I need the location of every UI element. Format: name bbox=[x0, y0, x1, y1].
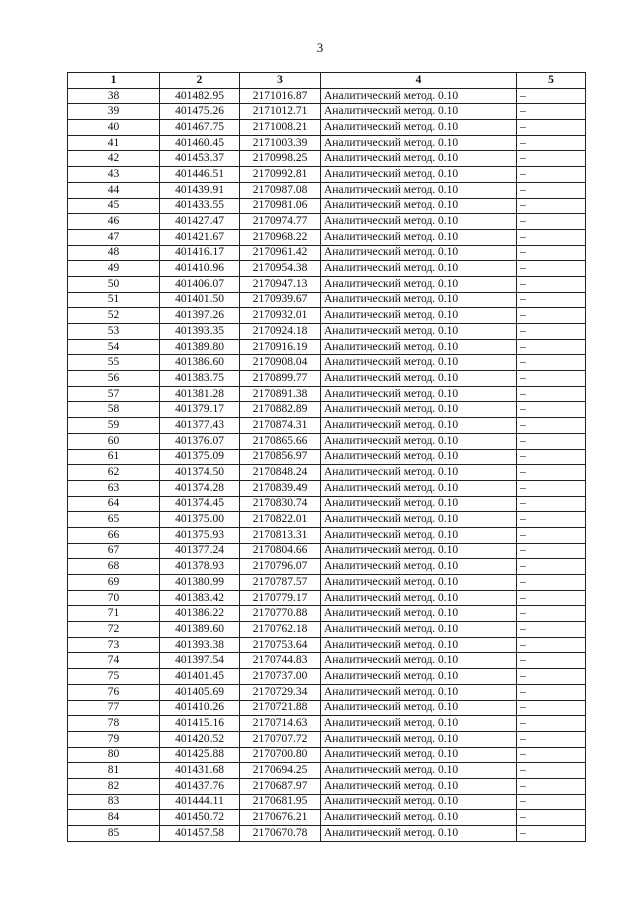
cell-method-accuracy: Аналитический метод. 0.10 bbox=[321, 465, 517, 481]
cell-point-number: 60 bbox=[68, 433, 160, 449]
cell-note: – bbox=[517, 229, 586, 245]
cell-note: – bbox=[517, 622, 586, 638]
cell-note: – bbox=[517, 402, 586, 418]
cell-point-number: 75 bbox=[68, 669, 160, 685]
cell-coordinate-x: 401375.00 bbox=[160, 512, 240, 528]
cell-point-number: 54 bbox=[68, 339, 160, 355]
cell-note: – bbox=[517, 826, 586, 842]
table-body bbox=[68, 88, 586, 841]
cell-note: – bbox=[517, 308, 586, 324]
cell-note: – bbox=[517, 276, 586, 292]
cell-coordinate-y: 2170721.88 bbox=[240, 700, 321, 716]
cell-coordinate-x: 401393.38 bbox=[160, 637, 240, 653]
cell-coordinate-x: 401427.47 bbox=[160, 214, 240, 230]
table-row bbox=[68, 214, 586, 230]
cell-coordinate-x: 401375.93 bbox=[160, 527, 240, 543]
table-row bbox=[68, 606, 586, 622]
cell-point-number: 50 bbox=[68, 276, 160, 292]
table-row bbox=[68, 135, 586, 151]
cell-coordinate-x: 401405.69 bbox=[160, 684, 240, 700]
cell-coordinate-y: 2170796.07 bbox=[240, 559, 321, 575]
cell-coordinate-y: 2170932.01 bbox=[240, 308, 321, 324]
cell-method-accuracy: Аналитический метод. 0.10 bbox=[321, 527, 517, 543]
cell-method-accuracy: Аналитический метод. 0.10 bbox=[321, 716, 517, 732]
cell-note: – bbox=[517, 151, 586, 167]
cell-coordinate-x: 401437.76 bbox=[160, 778, 240, 794]
cell-note: – bbox=[517, 637, 586, 653]
cell-coordinate-x: 401393.35 bbox=[160, 324, 240, 340]
cell-coordinate-x: 401381.28 bbox=[160, 386, 240, 402]
cell-point-number: 79 bbox=[68, 731, 160, 747]
table-row bbox=[68, 386, 586, 402]
cell-point-number: 47 bbox=[68, 229, 160, 245]
table-row bbox=[68, 371, 586, 387]
cell-point-number: 63 bbox=[68, 480, 160, 496]
cell-point-number: 82 bbox=[68, 778, 160, 794]
cell-method-accuracy: Аналитический метод. 0.10 bbox=[321, 214, 517, 230]
cell-note: – bbox=[517, 684, 586, 700]
table-row bbox=[68, 700, 586, 716]
cell-note: – bbox=[517, 496, 586, 512]
cell-point-number: 56 bbox=[68, 371, 160, 387]
cell-method-accuracy: Аналитический метод. 0.10 bbox=[321, 810, 517, 826]
cell-note: – bbox=[517, 261, 586, 277]
header-col-2: 2 bbox=[160, 73, 240, 89]
cell-point-number: 59 bbox=[68, 418, 160, 434]
cell-point-number: 83 bbox=[68, 794, 160, 810]
cell-note: – bbox=[517, 700, 586, 716]
cell-point-number: 81 bbox=[68, 763, 160, 779]
cell-method-accuracy: Аналитический метод. 0.10 bbox=[321, 684, 517, 700]
cell-coordinate-y: 2170998.25 bbox=[240, 151, 321, 167]
cell-point-number: 48 bbox=[68, 245, 160, 261]
cell-coordinate-x: 401383.42 bbox=[160, 590, 240, 606]
cell-method-accuracy: Аналитический метод. 0.10 bbox=[321, 198, 517, 214]
cell-method-accuracy: Аналитический метод. 0.10 bbox=[321, 653, 517, 669]
cell-point-number: 42 bbox=[68, 151, 160, 167]
cell-point-number: 39 bbox=[68, 104, 160, 120]
cell-note: – bbox=[517, 324, 586, 340]
table-row bbox=[68, 465, 586, 481]
cell-method-accuracy: Аналитический метод. 0.10 bbox=[321, 496, 517, 512]
table-row bbox=[68, 826, 586, 842]
table-row bbox=[68, 120, 586, 136]
cell-point-number: 61 bbox=[68, 449, 160, 465]
cell-method-accuracy: Аналитический метод. 0.10 bbox=[321, 88, 517, 104]
cell-point-number: 41 bbox=[68, 135, 160, 151]
table-row bbox=[68, 543, 586, 559]
cell-coordinate-y: 2170865.66 bbox=[240, 433, 321, 449]
cell-point-number: 72 bbox=[68, 622, 160, 638]
cell-note: – bbox=[517, 527, 586, 543]
cell-coordinate-y: 2170947.13 bbox=[240, 276, 321, 292]
table-row bbox=[68, 496, 586, 512]
cell-note: – bbox=[517, 512, 586, 528]
cell-method-accuracy: Аналитический метод. 0.10 bbox=[321, 308, 517, 324]
table-row bbox=[68, 527, 586, 543]
cell-coordinate-y: 2170908.04 bbox=[240, 355, 321, 371]
cell-point-number: 45 bbox=[68, 198, 160, 214]
cell-point-number: 51 bbox=[68, 292, 160, 308]
cell-coordinate-y: 2170744.83 bbox=[240, 653, 321, 669]
cell-method-accuracy: Аналитический метод. 0.10 bbox=[321, 324, 517, 340]
table-row bbox=[68, 559, 586, 575]
table-row bbox=[68, 575, 586, 591]
table-row bbox=[68, 637, 586, 653]
cell-note: – bbox=[517, 104, 586, 120]
cell-note: – bbox=[517, 418, 586, 434]
cell-note: – bbox=[517, 794, 586, 810]
cell-coordinate-y: 2170954.38 bbox=[240, 261, 321, 277]
cell-method-accuracy: Аналитический метод. 0.10 bbox=[321, 637, 517, 653]
cell-note: – bbox=[517, 339, 586, 355]
cell-method-accuracy: Аналитический метод. 0.10 bbox=[321, 543, 517, 559]
cell-method-accuracy: Аналитический метод. 0.10 bbox=[321, 606, 517, 622]
cell-method-accuracy: Аналитический метод. 0.10 bbox=[321, 763, 517, 779]
cell-coordinate-x: 401377.43 bbox=[160, 418, 240, 434]
cell-method-accuracy: Аналитический метод. 0.10 bbox=[321, 418, 517, 434]
cell-coordinate-x: 401410.96 bbox=[160, 261, 240, 277]
table-row bbox=[68, 261, 586, 277]
cell-coordinate-x: 401376.07 bbox=[160, 433, 240, 449]
cell-coordinate-y: 2170974.77 bbox=[240, 214, 321, 230]
cell-note: – bbox=[517, 731, 586, 747]
cell-point-number: 67 bbox=[68, 543, 160, 559]
cell-method-accuracy: Аналитический метод. 0.10 bbox=[321, 433, 517, 449]
cell-coordinate-x: 401375.09 bbox=[160, 449, 240, 465]
cell-method-accuracy: Аналитический метод. 0.10 bbox=[321, 292, 517, 308]
cell-note: – bbox=[517, 371, 586, 387]
cell-point-number: 52 bbox=[68, 308, 160, 324]
cell-coordinate-y: 2170916.19 bbox=[240, 339, 321, 355]
cell-coordinate-x: 401415.16 bbox=[160, 716, 240, 732]
cell-coordinate-x: 401379.17 bbox=[160, 402, 240, 418]
cell-coordinate-y: 2171003.39 bbox=[240, 135, 321, 151]
cell-point-number: 71 bbox=[68, 606, 160, 622]
cell-note: – bbox=[517, 135, 586, 151]
cell-method-accuracy: Аналитический метод. 0.10 bbox=[321, 512, 517, 528]
cell-coordinate-y: 2170981.06 bbox=[240, 198, 321, 214]
cell-coordinate-x: 401386.22 bbox=[160, 606, 240, 622]
cell-point-number: 76 bbox=[68, 684, 160, 700]
table-row bbox=[68, 669, 586, 685]
cell-note: – bbox=[517, 543, 586, 559]
cell-note: – bbox=[517, 606, 586, 622]
cell-coordinate-y: 2170753.64 bbox=[240, 637, 321, 653]
cell-method-accuracy: Аналитический метод. 0.10 bbox=[321, 182, 517, 198]
cell-method-accuracy: Аналитический метод. 0.10 bbox=[321, 355, 517, 371]
table-row bbox=[68, 449, 586, 465]
cell-coordinate-x: 401397.54 bbox=[160, 653, 240, 669]
table-row bbox=[68, 418, 586, 434]
cell-point-number: 65 bbox=[68, 512, 160, 528]
cell-coordinate-y: 2170882.89 bbox=[240, 402, 321, 418]
cell-note: – bbox=[517, 669, 586, 685]
cell-coordinate-x: 401378.93 bbox=[160, 559, 240, 575]
cell-coordinate-x: 401389.80 bbox=[160, 339, 240, 355]
table-row bbox=[68, 653, 586, 669]
cell-point-number: 84 bbox=[68, 810, 160, 826]
cell-coordinate-y: 2171016.87 bbox=[240, 88, 321, 104]
cell-method-accuracy: Аналитический метод. 0.10 bbox=[321, 261, 517, 277]
cell-coordinate-x: 401433.55 bbox=[160, 198, 240, 214]
table-row bbox=[68, 622, 586, 638]
cell-method-accuracy: Аналитический метод. 0.10 bbox=[321, 622, 517, 638]
cell-coordinate-y: 2170992.81 bbox=[240, 167, 321, 183]
cell-coordinate-y: 2171012.71 bbox=[240, 104, 321, 120]
cell-note: – bbox=[517, 810, 586, 826]
cell-coordinate-x: 401401.45 bbox=[160, 669, 240, 685]
cell-point-number: 66 bbox=[68, 527, 160, 543]
cell-point-number: 69 bbox=[68, 575, 160, 591]
table-header-row bbox=[68, 73, 586, 89]
cell-coordinate-y: 2170700.80 bbox=[240, 747, 321, 763]
cell-method-accuracy: Аналитический метод. 0.10 bbox=[321, 229, 517, 245]
cell-coordinate-y: 2170729.34 bbox=[240, 684, 321, 700]
cell-note: – bbox=[517, 433, 586, 449]
cell-note: – bbox=[517, 386, 586, 402]
cell-coordinate-x: 401446.51 bbox=[160, 167, 240, 183]
table-row bbox=[68, 355, 586, 371]
cell-coordinate-x: 401389.60 bbox=[160, 622, 240, 638]
cell-note: – bbox=[517, 355, 586, 371]
table-row bbox=[68, 512, 586, 528]
cell-method-accuracy: Аналитический метод. 0.10 bbox=[321, 245, 517, 261]
cell-coordinate-x: 401374.50 bbox=[160, 465, 240, 481]
cell-coordinate-y: 2170687.97 bbox=[240, 778, 321, 794]
cell-point-number: 43 bbox=[68, 167, 160, 183]
table-row bbox=[68, 433, 586, 449]
cell-point-number: 55 bbox=[68, 355, 160, 371]
cell-method-accuracy: Аналитический метод. 0.10 bbox=[321, 480, 517, 496]
cell-coordinate-y: 2170839.49 bbox=[240, 480, 321, 496]
cell-coordinate-y: 2170804.66 bbox=[240, 543, 321, 559]
table-row bbox=[68, 402, 586, 418]
cell-point-number: 73 bbox=[68, 637, 160, 653]
cell-point-number: 58 bbox=[68, 402, 160, 418]
cell-coordinate-y: 2170770.88 bbox=[240, 606, 321, 622]
cell-point-number: 53 bbox=[68, 324, 160, 340]
cell-method-accuracy: Аналитический метод. 0.10 bbox=[321, 167, 517, 183]
cell-coordinate-x: 401374.28 bbox=[160, 480, 240, 496]
cell-coordinate-y: 2170676.21 bbox=[240, 810, 321, 826]
cell-method-accuracy: Аналитический метод. 0.10 bbox=[321, 135, 517, 151]
table-row bbox=[68, 104, 586, 120]
cell-point-number: 46 bbox=[68, 214, 160, 230]
table-row bbox=[68, 151, 586, 167]
cell-coordinate-y: 2170822.01 bbox=[240, 512, 321, 528]
table-row bbox=[68, 590, 586, 606]
cell-method-accuracy: Аналитический метод. 0.10 bbox=[321, 371, 517, 387]
cell-note: – bbox=[517, 88, 586, 104]
cell-note: – bbox=[517, 292, 586, 308]
table-row bbox=[68, 778, 586, 794]
cell-method-accuracy: Аналитический метод. 0.10 bbox=[321, 747, 517, 763]
cell-coordinate-x: 401383.75 bbox=[160, 371, 240, 387]
cell-coordinate-x: 401450.72 bbox=[160, 810, 240, 826]
table-row bbox=[68, 810, 586, 826]
cell-note: – bbox=[517, 245, 586, 261]
cell-method-accuracy: Аналитический метод. 0.10 bbox=[321, 104, 517, 120]
cell-method-accuracy: Аналитический метод. 0.10 bbox=[321, 339, 517, 355]
cell-coordinate-y: 2170848.24 bbox=[240, 465, 321, 481]
cell-coordinate-x: 401453.37 bbox=[160, 151, 240, 167]
cell-note: – bbox=[517, 480, 586, 496]
cell-note: – bbox=[517, 747, 586, 763]
cell-coordinate-x: 401444.11 bbox=[160, 794, 240, 810]
cell-coordinate-x: 401374.45 bbox=[160, 496, 240, 512]
cell-note: – bbox=[517, 590, 586, 606]
cell-point-number: 44 bbox=[68, 182, 160, 198]
cell-method-accuracy: Аналитический метод. 0.10 bbox=[321, 575, 517, 591]
cell-coordinate-y: 2170987.08 bbox=[240, 182, 321, 198]
table-row bbox=[68, 684, 586, 700]
table-row bbox=[68, 245, 586, 261]
table-row bbox=[68, 794, 586, 810]
cell-coordinate-y: 2170681.95 bbox=[240, 794, 321, 810]
cell-coordinate-x: 401406.07 bbox=[160, 276, 240, 292]
header-col-4: 4 bbox=[321, 73, 517, 89]
cell-note: – bbox=[517, 763, 586, 779]
cell-coordinate-y: 2170762.18 bbox=[240, 622, 321, 638]
cell-coordinate-y: 2170939.67 bbox=[240, 292, 321, 308]
cell-coordinate-y: 2170891.38 bbox=[240, 386, 321, 402]
cell-coordinate-y: 2170707.72 bbox=[240, 731, 321, 747]
cell-note: – bbox=[517, 716, 586, 732]
cell-method-accuracy: Аналитический метод. 0.10 bbox=[321, 402, 517, 418]
cell-note: – bbox=[517, 167, 586, 183]
cell-coordinate-x: 401460.45 bbox=[160, 135, 240, 151]
table-row bbox=[68, 88, 586, 104]
cell-note: – bbox=[517, 198, 586, 214]
cell-note: – bbox=[517, 182, 586, 198]
cell-coordinate-x: 401439.91 bbox=[160, 182, 240, 198]
cell-method-accuracy: Аналитический метод. 0.10 bbox=[321, 386, 517, 402]
cell-coordinate-y: 2170961.42 bbox=[240, 245, 321, 261]
cell-method-accuracy: Аналитический метод. 0.10 bbox=[321, 669, 517, 685]
table-row bbox=[68, 731, 586, 747]
cell-point-number: 74 bbox=[68, 653, 160, 669]
cell-coordinate-x: 401416.17 bbox=[160, 245, 240, 261]
cell-note: – bbox=[517, 575, 586, 591]
cell-coordinate-x: 401425.88 bbox=[160, 747, 240, 763]
cell-method-accuracy: Аналитический метод. 0.10 bbox=[321, 120, 517, 136]
header-col-1: 1 bbox=[68, 73, 160, 89]
cell-method-accuracy: Аналитический метод. 0.10 bbox=[321, 778, 517, 794]
cell-note: – bbox=[517, 778, 586, 794]
cell-point-number: 64 bbox=[68, 496, 160, 512]
cell-method-accuracy: Аналитический метод. 0.10 bbox=[321, 590, 517, 606]
cell-note: – bbox=[517, 120, 586, 136]
table-row bbox=[68, 308, 586, 324]
coordinates-table bbox=[67, 72, 586, 842]
cell-coordinate-y: 2170737.00 bbox=[240, 669, 321, 685]
table-row bbox=[68, 716, 586, 732]
cell-point-number: 38 bbox=[68, 88, 160, 104]
cell-coordinate-x: 401397.26 bbox=[160, 308, 240, 324]
cell-coordinate-y: 2170899.77 bbox=[240, 371, 321, 387]
cell-coordinate-x: 401386.60 bbox=[160, 355, 240, 371]
cell-point-number: 85 bbox=[68, 826, 160, 842]
cell-coordinate-y: 2170714.63 bbox=[240, 716, 321, 732]
cell-coordinate-x: 401457.58 bbox=[160, 826, 240, 842]
table-row bbox=[68, 276, 586, 292]
cell-note: – bbox=[517, 449, 586, 465]
cell-coordinate-y: 2170779.17 bbox=[240, 590, 321, 606]
cell-coordinate-y: 2170787.57 bbox=[240, 575, 321, 591]
cell-method-accuracy: Аналитический метод. 0.10 bbox=[321, 826, 517, 842]
page-number: 3 bbox=[316, 40, 324, 55]
cell-point-number: 57 bbox=[68, 386, 160, 402]
cell-method-accuracy: Аналитический метод. 0.10 bbox=[321, 449, 517, 465]
table-row bbox=[68, 763, 586, 779]
table-row bbox=[68, 167, 586, 183]
cell-note: – bbox=[517, 214, 586, 230]
header-col-3: 3 bbox=[240, 73, 321, 89]
cell-point-number: 77 bbox=[68, 700, 160, 716]
cell-coordinate-y: 2170670.78 bbox=[240, 826, 321, 842]
cell-coordinate-x: 401401.50 bbox=[160, 292, 240, 308]
cell-coordinate-x: 401421.67 bbox=[160, 229, 240, 245]
cell-coordinate-x: 401380.99 bbox=[160, 575, 240, 591]
cell-coordinate-x: 401467.75 bbox=[160, 120, 240, 136]
table-row bbox=[68, 229, 586, 245]
table-row bbox=[68, 747, 586, 763]
cell-method-accuracy: Аналитический метод. 0.10 bbox=[321, 731, 517, 747]
cell-point-number: 78 bbox=[68, 716, 160, 732]
cell-coordinate-x: 401377.24 bbox=[160, 543, 240, 559]
cell-point-number: 62 bbox=[68, 465, 160, 481]
table-row bbox=[68, 198, 586, 214]
cell-coordinate-y: 2170856.97 bbox=[240, 449, 321, 465]
cell-method-accuracy: Аналитический метод. 0.10 bbox=[321, 276, 517, 292]
cell-coordinate-y: 2170694.25 bbox=[240, 763, 321, 779]
cell-coordinate-x: 401482.95 bbox=[160, 88, 240, 104]
cell-method-accuracy: Аналитический метод. 0.10 bbox=[321, 559, 517, 575]
cell-method-accuracy: Аналитический метод. 0.10 bbox=[321, 151, 517, 167]
table-row bbox=[68, 182, 586, 198]
cell-point-number: 80 bbox=[68, 747, 160, 763]
cell-coordinate-x: 401410.26 bbox=[160, 700, 240, 716]
cell-point-number: 68 bbox=[68, 559, 160, 575]
cell-point-number: 70 bbox=[68, 590, 160, 606]
cell-note: – bbox=[517, 559, 586, 575]
cell-note: – bbox=[517, 465, 586, 481]
table-row bbox=[68, 480, 586, 496]
cell-point-number: 40 bbox=[68, 120, 160, 136]
cell-coordinate-y: 2170874.31 bbox=[240, 418, 321, 434]
cell-coordinate-y: 2170813.31 bbox=[240, 527, 321, 543]
cell-method-accuracy: Аналитический метод. 0.10 bbox=[321, 794, 517, 810]
cell-coordinate-y: 2170968.22 bbox=[240, 229, 321, 245]
cell-coordinate-y: 2170830.74 bbox=[240, 496, 321, 512]
header-col-5: 5 bbox=[517, 73, 586, 89]
cell-coordinate-x: 401431.68 bbox=[160, 763, 240, 779]
table-row bbox=[68, 324, 586, 340]
table-row bbox=[68, 292, 586, 308]
cell-note: – bbox=[517, 653, 586, 669]
cell-coordinate-x: 401420.52 bbox=[160, 731, 240, 747]
cell-coordinate-y: 2171008.21 bbox=[240, 120, 321, 136]
cell-method-accuracy: Аналитический метод. 0.10 bbox=[321, 700, 517, 716]
cell-coordinate-x: 401475.26 bbox=[160, 104, 240, 120]
cell-coordinate-y: 2170924.18 bbox=[240, 324, 321, 340]
table-row bbox=[68, 339, 586, 355]
cell-point-number: 49 bbox=[68, 261, 160, 277]
